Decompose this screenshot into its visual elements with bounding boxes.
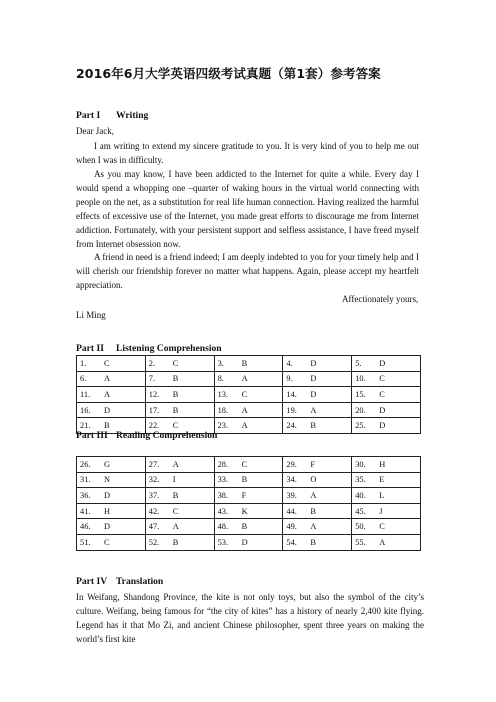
question-number: 39. — [286, 490, 297, 500]
question-number: 52. — [148, 537, 160, 547]
letter-paragraph-3: A friend in need is a friend indeed; I am deeply indebted to you for your timely help and I will cherish our friendship forever no matter what happens. Again, please accept my heartfelt appreciation. — [76, 252, 419, 290]
translation-paragraph: In Weifang, Shandong Province, the kite is not only toys, but also the symbol of the city’s culture. Weifang, being famous for “the city of kites” has a history of nearly 2,400 kite flying. Legend has it that Mo Zi, and ancient Chinese philosopher, spent three years on making the world’s first kite — [76, 592, 424, 644]
answer-letter: A — [172, 522, 179, 532]
part4-name: Translation — [116, 576, 164, 587]
question-number: 28. — [217, 459, 229, 469]
letter-signature: Li Ming — [76, 310, 106, 320]
question-number: 35. — [355, 475, 366, 485]
question-number: 20. — [355, 405, 366, 415]
answer-letter: D — [379, 421, 386, 431]
answer-letter: B — [104, 421, 110, 431]
answer-row — [77, 519, 421, 535]
answer-cell — [145, 356, 214, 372]
answer-letter: H — [379, 459, 386, 469]
question-number: 41. — [80, 506, 91, 516]
answer-cell — [283, 418, 352, 434]
answer-cell — [283, 371, 352, 387]
question-number: 3. — [217, 358, 224, 368]
answer-cell — [352, 534, 421, 550]
answer-letter: C — [172, 506, 179, 516]
answer-cell — [352, 457, 421, 473]
answer-row — [77, 387, 421, 403]
answer-cell — [145, 519, 214, 535]
answer-cell — [214, 472, 283, 488]
answer-cell — [214, 402, 283, 418]
question-number: 1. — [80, 358, 87, 368]
answer-cell — [77, 371, 146, 387]
question-number: 46. — [80, 522, 91, 532]
question-number: 45. — [355, 506, 366, 516]
answer-cell — [214, 519, 283, 535]
part4-number: Part IV — [76, 576, 108, 587]
answer-cell — [145, 402, 214, 418]
answer-cell — [283, 457, 352, 473]
answer-cell — [283, 402, 352, 418]
question-number: 51. — [80, 537, 91, 547]
answer-letter: B — [310, 421, 316, 431]
answer-cell — [77, 488, 146, 504]
answer-letter: B — [310, 537, 316, 547]
question-number: 18. — [217, 405, 229, 415]
question-number: 17. — [148, 405, 160, 415]
answer-letter: C — [104, 537, 110, 547]
answer-row — [77, 534, 421, 550]
answer-cell — [352, 488, 421, 504]
part1-number: Part I — [76, 110, 101, 121]
question-number: 4. — [286, 358, 293, 368]
answer-cell — [352, 472, 421, 488]
question-number: 33. — [217, 475, 229, 485]
answer-letter: B — [310, 506, 316, 516]
answer-letter: L — [379, 490, 385, 500]
answer-cell — [214, 503, 283, 519]
answer-letter: A — [241, 405, 248, 415]
answer-letter: B — [172, 405, 179, 415]
part3-name: Reading Comprehension — [116, 430, 218, 441]
question-number: 12. — [148, 389, 160, 399]
answer-letter: B — [241, 358, 248, 368]
answer-cell — [352, 387, 421, 403]
part4-heading — [76, 576, 163, 587]
part1-heading — [76, 110, 148, 121]
reading-answer-table — [76, 456, 421, 551]
question-number: 30. — [355, 459, 366, 469]
question-number: 7. — [148, 374, 156, 384]
answer-letter: A — [104, 389, 111, 399]
answer-letter: C — [241, 459, 248, 469]
question-number: 21. — [80, 421, 91, 431]
answer-letter: A — [172, 459, 179, 469]
question-number: 38. — [217, 490, 229, 500]
answer-cell — [145, 534, 214, 550]
question-number: 43. — [217, 506, 229, 516]
question-number: 10. — [355, 374, 366, 384]
question-number: 53. — [217, 537, 229, 547]
answer-letter: D — [379, 405, 386, 415]
answer-letter: D — [104, 490, 111, 500]
question-number: 54. — [286, 537, 297, 547]
question-number: 24. — [286, 421, 297, 431]
answer-cell — [145, 488, 214, 504]
letter-greeting: Dear Jack, — [76, 126, 114, 136]
question-number: 9. — [286, 374, 293, 384]
answer-letter: F — [310, 459, 316, 469]
answer-cell — [214, 418, 283, 434]
answer-cell — [283, 472, 352, 488]
question-number: 2. — [148, 358, 156, 368]
question-number: 50. — [355, 522, 366, 532]
question-number: 22. — [148, 421, 160, 431]
answer-letter: D — [104, 405, 111, 415]
answer-cell — [352, 503, 421, 519]
answer-letter: B — [172, 374, 179, 384]
answer-cell — [145, 371, 214, 387]
answer-letter: D — [310, 374, 317, 384]
answer-cell — [214, 371, 283, 387]
answer-letter: B — [172, 537, 179, 547]
answer-letter: O — [310, 475, 317, 485]
answer-letter: B — [241, 522, 248, 532]
answer-letter: I — [172, 475, 176, 485]
listening-answer-table — [76, 355, 421, 434]
answer-cell — [77, 472, 146, 488]
answer-row — [77, 472, 421, 488]
answer-letter: J — [379, 506, 383, 516]
question-number: 55. — [355, 537, 366, 547]
question-number: 44. — [286, 506, 297, 516]
answer-cell — [214, 457, 283, 473]
answer-cell — [77, 534, 146, 550]
question-number: 5. — [355, 358, 362, 368]
answer-cell — [283, 387, 352, 403]
part3-number: Part III — [76, 430, 108, 441]
answer-letter: C — [379, 522, 385, 532]
answer-cell — [145, 503, 214, 519]
document-title: 2016年6月大学英语四级考试真题（第1套）参考答案 — [76, 66, 381, 81]
question-number: 13. — [217, 389, 229, 399]
answer-cell — [77, 402, 146, 418]
answer-letter: D — [241, 537, 248, 547]
answer-letter: A — [310, 490, 317, 500]
answer-row — [77, 402, 421, 418]
answer-cell — [283, 356, 352, 372]
answer-cell — [214, 356, 283, 372]
answer-cell — [77, 457, 146, 473]
answer-row — [77, 488, 421, 504]
question-number: 40. — [355, 490, 366, 500]
answer-letter: A — [379, 537, 386, 547]
answer-cell — [145, 457, 214, 473]
answer-cell — [214, 387, 283, 403]
part3-heading — [76, 430, 217, 441]
question-number: 36. — [80, 490, 91, 500]
answer-row — [77, 503, 421, 519]
answer-letter: G — [104, 459, 111, 469]
question-number: 29. — [286, 459, 297, 469]
question-number: 34. — [286, 475, 297, 485]
answer-letter: C — [172, 421, 179, 431]
question-number: 14. — [286, 389, 297, 399]
answer-cell — [352, 519, 421, 535]
part1-name: Writing — [116, 110, 149, 121]
question-number: 16. — [80, 405, 91, 415]
question-number: 19. — [286, 405, 297, 415]
answer-letter: A — [310, 405, 317, 415]
letter-paragraph-2: As you may know, I have been addicted to the Internet for quite a while. Every day I would spend a whopping one –quarter of waking hours in the virtual world connecting with people on the net, as a substitution for real life human connection. Having realized the harmful effects of excessive use of the Internet, you made great efforts to discourage me from Internet addiction. Fortunately, with your persistent support and selfless assistance, I have freed myself from Internet obsession now. — [76, 169, 419, 249]
question-number: 48. — [217, 522, 229, 532]
question-number: 11. — [80, 389, 91, 399]
answer-row — [77, 371, 421, 387]
answer-cell — [214, 488, 283, 504]
answer-letter: D — [310, 389, 317, 399]
question-number: 8. — [217, 374, 224, 384]
answer-letter: E — [379, 475, 385, 485]
answer-letter: C — [172, 358, 179, 368]
question-number: 49. — [286, 522, 297, 532]
answer-cell — [77, 387, 146, 403]
answer-cell — [352, 418, 421, 434]
answer-cell — [283, 503, 352, 519]
answer-cell — [77, 519, 146, 535]
question-number: 25. — [355, 421, 366, 431]
answer-letter: C — [241, 389, 248, 399]
answer-cell — [77, 503, 146, 519]
question-number: 37. — [148, 490, 160, 500]
answer-row — [77, 356, 421, 372]
answer-cell — [283, 488, 352, 504]
question-number: 31. — [80, 475, 91, 485]
answer-letter: B — [172, 490, 179, 500]
answer-letter: K — [241, 506, 248, 516]
answer-letter: C — [379, 374, 385, 384]
question-number: 26. — [80, 459, 91, 469]
question-number: 42. — [148, 506, 160, 516]
answer-cell — [77, 356, 146, 372]
answer-letter: A — [104, 374, 111, 384]
answer-cell — [352, 371, 421, 387]
answer-row — [77, 457, 421, 473]
answer-cell — [352, 356, 421, 372]
answer-letter: N — [104, 475, 111, 485]
letter-closing: Affectionately yours, — [342, 294, 419, 304]
answer-letter: A — [310, 522, 317, 532]
answer-letter: D — [310, 358, 317, 368]
letter-paragraph-1: I am writing to extend my sincere gratitude to you. It is very kind of you to help me out when I was in difficulty. — [76, 141, 419, 165]
answer-letter: D — [104, 522, 111, 532]
answer-cell — [145, 472, 214, 488]
question-number: 27. — [148, 459, 160, 469]
part2-number: Part II — [76, 343, 104, 354]
answer-letter: C — [104, 358, 110, 368]
part2-heading — [76, 343, 222, 354]
answer-letter: A — [241, 421, 248, 431]
answer-letter: H — [104, 506, 111, 516]
answer-letter: D — [379, 358, 386, 368]
answer-letter: A — [241, 374, 248, 384]
answer-letter: C — [379, 389, 385, 399]
answer-cell — [283, 534, 352, 550]
answer-letter: F — [241, 490, 247, 500]
question-number: 47. — [148, 522, 160, 532]
question-number: 15. — [355, 389, 366, 399]
part2-name: Listening Comprehension — [116, 343, 222, 354]
question-number: 23. — [217, 421, 229, 431]
question-number: 32. — [148, 475, 160, 485]
answer-letter: B — [241, 475, 248, 485]
answer-cell — [214, 534, 283, 550]
question-number: 6. — [80, 374, 87, 384]
answer-cell — [283, 519, 352, 535]
answer-cell — [352, 402, 421, 418]
answer-cell — [145, 387, 214, 403]
answer-letter: B — [172, 389, 179, 399]
